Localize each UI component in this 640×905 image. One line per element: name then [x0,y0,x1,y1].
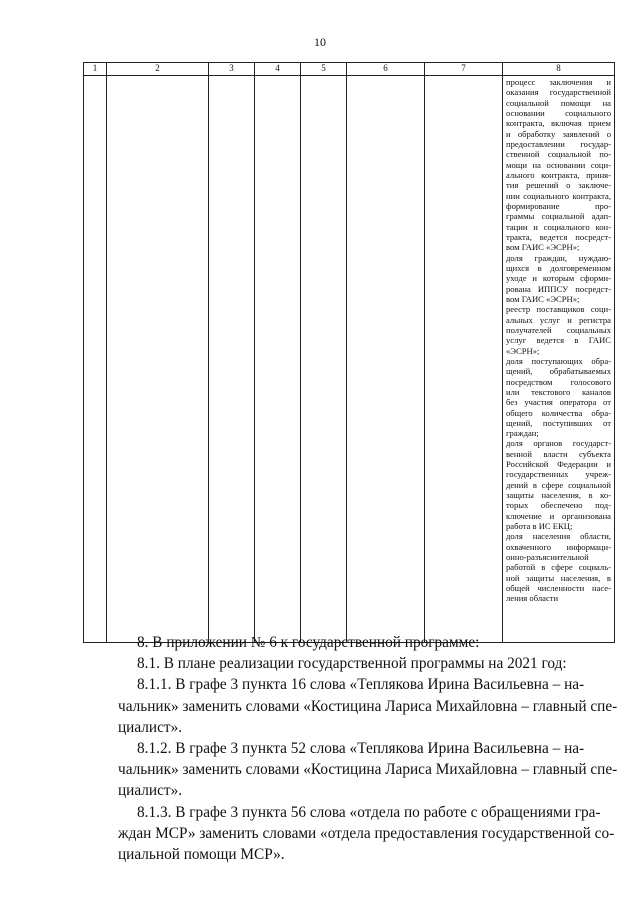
cell-line: процесс заключения и [506,77,611,87]
table-header-row [84,63,615,76]
column-header-4: 4 [255,63,301,76]
table-cell-col3 [209,76,255,643]
cell-line: щений, поступивших от [506,417,611,428]
cell-line: уходе и которым сформи- [506,273,611,284]
cell-line: и обработку заявлений о [506,128,611,139]
cell-line: нии социального контракта, [506,190,611,201]
cell-line: работой в сфере социаль- [506,562,611,573]
cell-line: дений в сфере социальной [506,479,611,490]
paragraph-line: циалист». [118,718,183,736]
cell-line: социальной помощи на [506,97,611,108]
paragraph-line: циалист». [118,782,183,800]
paragraph-line: 8.1.1. В графе 3 пункта 16 слова «Теплякова Ирина Васильевна – на- [137,676,585,694]
data-table [83,62,615,643]
cell-line: альных услуг и регистра [506,314,611,325]
column-header-5: 5 [301,63,347,76]
cell-line: тации и социального кон- [506,221,611,232]
cell-line: общего количества обра- [506,407,611,418]
paragraph-line: чальник» заменить словами «Костицина Лариса Михайловна – главный спе- [118,761,618,779]
table-cell-col8 [503,76,615,643]
cell-line: получателей социальных [506,324,611,335]
cell-line: оказания государственной [506,87,611,98]
cell-line: доля поступающих обра- [506,355,611,366]
table-cell-col6 [347,76,425,643]
cell-line: без участия оператора от [506,397,611,408]
cell-line: тия решений о заключе- [506,180,611,191]
cell-line: щихся в долговременном [506,262,611,273]
cell-line: венной власти субъекта [506,448,611,459]
cell-line: тракта, ведется посредст- [506,231,611,242]
table-row [84,76,615,643]
cell-line: Российской Федерации и [506,459,611,470]
cell-line: доля граждан, нуждаю- [506,252,611,263]
cell-line: посредством голосового [506,376,611,387]
cell-line: вом ГАИС «ЭСРН»; [506,293,580,304]
paragraph-8: 8. В приложении № 6 к государственной программе: [137,634,480,651]
cell-line: мощи на основании соци- [506,159,611,170]
cell-line: ственной социальной по- [506,149,611,160]
cell-line: или текстового каналов [506,386,611,397]
cell-line: рована ИППСУ посредст- [506,283,611,294]
paragraph-8-1-1 [118,674,618,738]
table-cell-col2 [107,76,209,643]
cell-line: «ЭСРН»; [506,345,540,356]
paragraph-8-1-2 [118,738,618,802]
cell-line: граждан; [506,428,539,439]
column-header-1: 1 [84,63,107,76]
paragraph-8-1-3 [118,802,615,866]
cell-line: общей численности насе- [506,583,611,594]
cell-line: ной защиты населения, в [506,572,611,583]
paragraph-line: 8.1.3. В графе 3 пункта 56 слова «отдела по работе с обращениями гра- [137,803,601,821]
cell-line: ключение и организована [506,510,611,521]
table-cell-col4 [255,76,301,643]
paragraph-line: циальной помощи МСР». [118,846,285,864]
cell-line: работа в ИС ЕКЦ; [506,521,573,532]
cell-line: граммы социальной адап- [506,211,611,222]
cell-line: охваченного информаци- [506,541,611,552]
cell-line: онно-разъяснительной [506,552,589,563]
table-cell-col5 [301,76,347,643]
cell-line: вом ГАИС «ЭСРН»; [506,242,580,253]
cell-line: формирование про- [506,200,611,211]
cell-line: ального контракта, приня- [506,169,611,180]
cell-line: торых обеспечено под- [506,500,611,511]
column-header-8: 8 [503,63,615,76]
column-header-3: 3 [209,63,255,76]
amendments-text [118,632,618,865]
cell-line: щений, обрабатываемых [506,366,611,377]
cell-line: услуг ведется в ГАИС [506,335,611,346]
cell-line: реестр поставщиков соци- [506,304,611,315]
cell-line: доля населения области, [506,531,611,542]
cell-line: основании социального [506,107,611,118]
column-header-7: 7 [425,63,503,76]
cell-line: доля органов государст- [506,438,611,449]
paragraph-line: ждан МСР» заменить словами «отдела предоставления государственной со- [118,824,615,842]
cell-line: предоставлении государ- [506,138,611,149]
cell-line: ления области [506,593,559,604]
cell-line: государственных учреж- [506,469,611,480]
paragraph-8-1: 8.1. В плане реализации государственной программы на 2021 год: [137,655,567,673]
page-number: 10 [314,35,326,49]
cell-line: защиты населения, в ко- [506,490,611,501]
table-cell-col7 [425,76,503,643]
table-cell-col1 [84,76,107,643]
column-header-2: 2 [107,63,209,76]
paragraph-line: 8.1.2. В графе 3 пункта 52 слова «Теплякова Ирина Васильевна – на- [137,740,585,758]
cell-line: контракта, включая прием [506,118,611,129]
column-header-6: 6 [347,63,425,76]
paragraph-line: чальник» заменить словами «Костицина Лариса Михайловна – главный спе- [118,697,618,715]
